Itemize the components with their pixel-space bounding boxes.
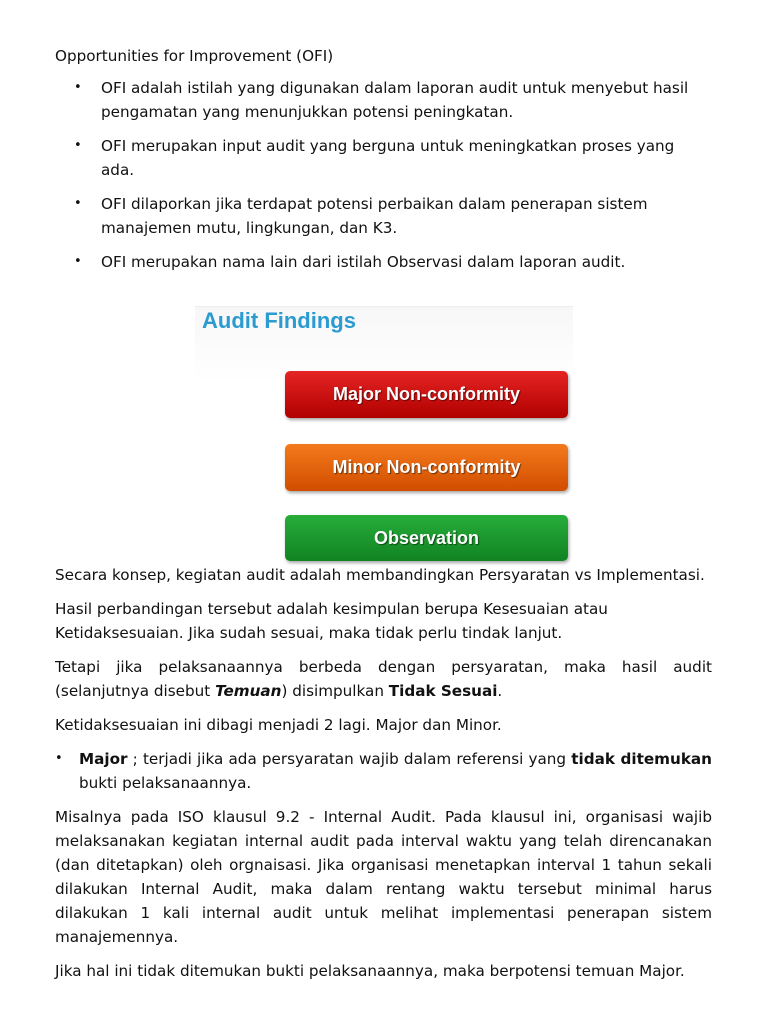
ofi-list-item: • OFI merupakan input audit yang berguna untuk meningkatkan proses yang ada.	[55, 134, 712, 182]
paragraph-concept: Secara konsep, kegiatan audit adalah membandingkan Persyaratan vs Implementasi.	[55, 566, 705, 584]
text-run: ; terjadi jika ada persyaratan wajib dalam referensi yang	[127, 750, 572, 768]
major-definition-item	[55, 747, 712, 795]
ofi-heading: Opportunities for Improvement (OFI)	[55, 47, 334, 65]
major-nonconformity-box: Major Non-conformity	[285, 371, 568, 418]
paragraph-finding	[55, 655, 712, 703]
ofi-list-item: • OFI dilaporkan jika terdapat potensi perbaikan dalam penerapan sistem manajemen mutu, lingkungan, dan K3.	[55, 192, 712, 240]
paragraph-conclusion: Jika hal ini tidak ditemukan bukti pelaksanaannya, maka berpotensi temuan Major.	[55, 962, 685, 980]
document-page	[55, 44, 712, 993]
ofi-list	[55, 76, 712, 274]
text-run: .	[497, 682, 503, 700]
major-term: Major	[79, 750, 128, 768]
paragraph-categories: Ketidaksesuaian ini dibagi menjadi 2 lagi. Major dan Minor.	[55, 716, 502, 734]
figure-title: Audit Findings	[202, 308, 356, 333]
observation-box: Observation	[285, 515, 568, 561]
text-run: Tetapi jika pelaksanaannya berbeda dengan persyaratan, maka hasil audit (selanjutnya disebut	[55, 658, 712, 700]
ofi-list-item: • OFI adalah istilah yang digunakan dalam laporan audit untuk menyebut hasil pengamatan yang menunjukkan potensi peningkatan.	[55, 76, 712, 124]
text-run: bukti pelaksanaannya.	[79, 774, 252, 792]
strong-tidak-sesuai: Tidak Sesuai	[388, 682, 498, 700]
paragraph-example: Misalnya pada ISO klausul 9.2 - Internal Audit. Pada klausul ini, organisasi wajib melaksanakan kegiatan internal audit pada interval waktu yang telah direncanakan (dan ditetapkan) oleh orgnaisasi. Jika organisasi menetapkan interval 1 tahun sekali dilakukan Internal Audit, maka dalam rentang waktu tersebut minimal harus dilakukan 1 kali internal audit untuk melihat implementasi penerapan sistem manajemennya.	[55, 808, 712, 946]
ofi-list-item: • OFI merupakan nama lain dari istilah Observasi dalam laporan audit.	[55, 250, 712, 274]
paragraph-comparison: Hasil perbandingan tersebut adalah kesimpulan berupa Kesesuaian atau Ketidaksesuaian. Jika sudah sesuai, maka tidak perlu tindak lanjut.	[55, 600, 608, 642]
major-definition-list	[55, 747, 712, 795]
strong-tidak-ditemukan: tidak ditemukan	[571, 750, 712, 768]
text-run: ) disimpulkan	[281, 682, 389, 700]
emphasis-temuan: Temuan	[215, 682, 282, 700]
minor-nonconformity-box: Minor Non-conformity	[285, 444, 568, 491]
audit-findings-figure	[195, 306, 573, 563]
